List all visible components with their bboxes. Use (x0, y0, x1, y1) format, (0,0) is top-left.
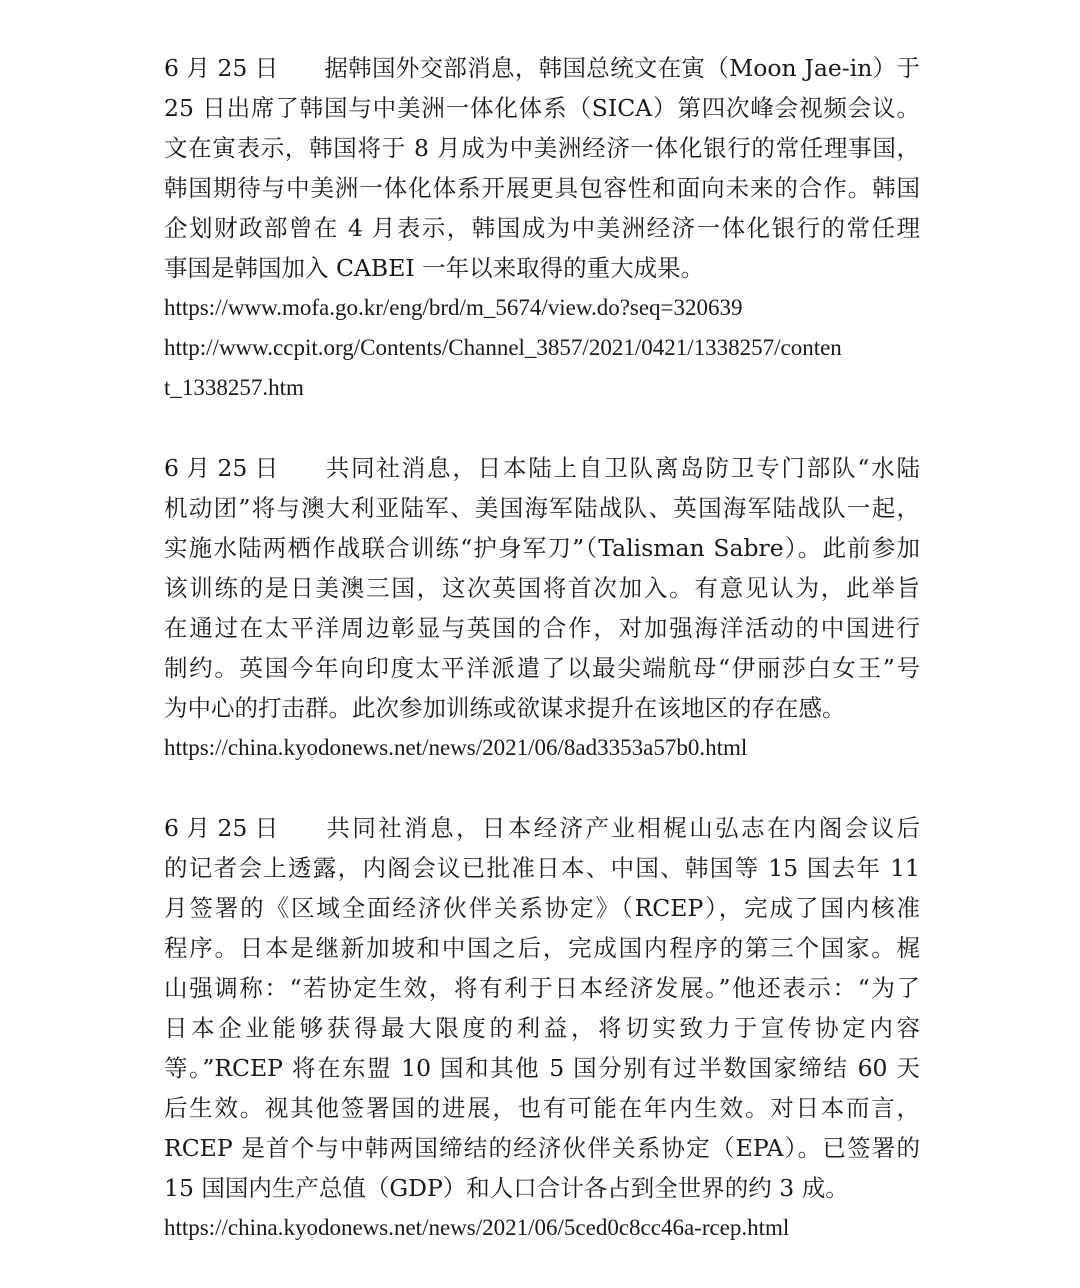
source-url: t_1338257.htm (164, 375, 304, 400)
entry-text-line: 机动团”将与澳大利亚陆军、美国海军陆战队、英国海军陆战队一起， (164, 494, 920, 522)
entry-text-line: 山强调称：“若协定生效，将有利于日本经济发展。”他还表示：“为了 (164, 974, 920, 1002)
entry-text-line: 企划财政部曾在 4 月表示，韩国成为中美洲经济一体化银行的常任理 (164, 214, 920, 242)
entry-date: 6 月 25 日 (164, 54, 279, 82)
entry-first-line (164, 48, 920, 88)
entry-text-line: 共同社消息，日本经济产业相梶山弘志在内阁会议后 (324, 814, 920, 842)
document-page (164, 48, 920, 1288)
news-entry (164, 808, 920, 1248)
entry-date: 6 月 25 日 (164, 814, 279, 842)
entry-first-line (164, 808, 920, 848)
entry-text-line: 25 日出席了韩国与中美洲一体化体系（SICA）第四次峰会视频会议。 (164, 94, 920, 122)
entry-text-line: 15 国国内生产总值（GDP）和人口合计各占到全世界的约 3 成。 (164, 1174, 849, 1202)
entry-text-line: 文在寅表示，韩国将于 8 月成为中美洲经济一体化银行的常任理事国， (164, 134, 920, 162)
source-url: https://china.kyodonews.net/news/2021/06/8ad3353a57b0.html (164, 735, 748, 760)
entry-text-line: RCEP 是首个与中韩两国缔结的经济伙伴关系协定（EPA）。已签署的 (164, 1134, 920, 1162)
entry-text-line: 韩国期待与中美洲一体化体系开展更具包容性和面向未来的合作。韩国 (164, 174, 920, 202)
entry-first-line (164, 448, 920, 488)
entry-text-line: 的记者会上透露，内阁会议已批准日本、中国、韩国等 15 国去年 11 (164, 854, 920, 882)
news-entry (164, 448, 920, 768)
entry-date: 6 月 25 日 (164, 454, 279, 482)
source-url: http://www.ccpit.org/Contents/Channel_3857/2021/0421/1338257/conten (164, 335, 842, 360)
entry-text-line: 后生效。视其他签署国的进展，也有可能在年内生效。对日本而言， (164, 1094, 920, 1122)
entry-text-line: 该训练的是日美澳三国，这次英国将首次加入。有意见认为，此举旨 (164, 574, 920, 602)
source-url: https://china.kyodonews.net/news/2021/06/5ced0c8cc46a-rcep.html (164, 1215, 790, 1240)
entry-text-line: 程序。日本是继新加坡和中国之后，完成国内程序的第三个国家。梶 (164, 934, 920, 962)
entry-text-line: 在通过在太平洋周边彰显与英国的合作，对加强海洋活动的中国进行 (164, 614, 920, 642)
entry-text-line: 据韩国外交部消息，韩国总统文在寅（Moon Jae-in）于 (324, 54, 920, 82)
entry-text-line: 日本企业能够获得最大限度的利益，将切实致力于宣传协定内容 (164, 1014, 920, 1042)
entry-text-line: 共同社消息，日本陆上自卫队离岛防卫专门部队“水陆 (324, 454, 920, 482)
entry-text-line: 月签署的《区域全面经济伙伴关系协定》（RCEP），完成了国内核准 (164, 894, 920, 922)
source-url: https://www.mofa.go.kr/eng/brd/m_5674/view.do?seq=320639 (164, 295, 743, 320)
entry-text-line: 实施水陆两栖作战联合训练“护身军刀”（Talisman Sabre）。此前参加 (164, 534, 920, 562)
entry-text-line: 事国是韩国加入 CABEI 一年以来取得的重大成果。 (164, 254, 705, 282)
news-entry (164, 48, 920, 408)
entry-text-line: 等。”RCEP 将在东盟 10 国和其他 5 国分别有过半数国家缔结 60 天 (164, 1054, 920, 1082)
entry-text-line: 制约。英国今年向印度太平洋派遣了以最尖端航母“伊丽莎白女王”号 (164, 654, 920, 682)
entry-text-line: 为中心的打击群。此次参加训练或欲谋求提升在该地区的存在感。 (164, 694, 846, 722)
